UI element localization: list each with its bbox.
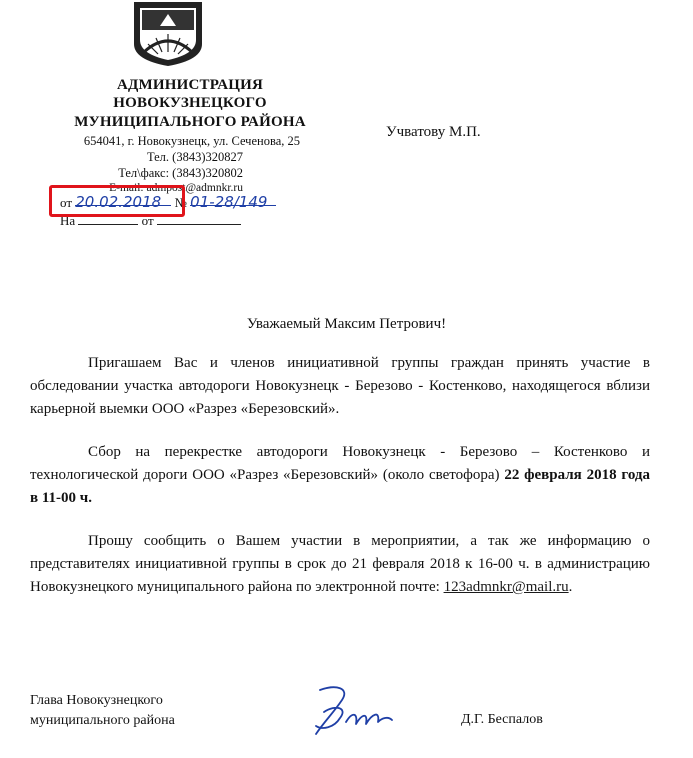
meeting-datetime: 22 февраля 2018 года в 11-00 ч.	[30, 467, 650, 506]
org-email: E-mail: admpost@admnkr.ru	[109, 182, 243, 194]
org-name-line3: МУНИЦИПАЛЬНОГО РАЙОНА	[74, 114, 306, 130]
org-address: 654041, г. Новокузнецк, ул. Сеченова, 25	[83, 134, 300, 148]
signatory-title-line1: Глава Новокузнецкого	[30, 693, 163, 708]
coat-of-arms-icon	[128, 0, 208, 66]
handwritten-number: 01-28/149	[190, 193, 276, 206]
date-highlight-box	[49, 185, 185, 217]
number-label: №	[174, 195, 187, 210]
request-text: Прошу сообщить о Вашем участии в мероприятии, а так же информацию о представителях инициативной группы в срок до 21 февраля 2018 к 16-00 ч. в администрацию Новокузнецкого муниципального района по электронной почте:	[30, 533, 650, 595]
meeting-text: Сбор на перекрестке автодороги Новокузнецк - Березово – Костенково и технологической дороги ООО «Разрез «Березовский» (около светофора)	[30, 444, 650, 483]
signatory-title-line2: муниципального района	[30, 713, 175, 728]
paragraph-request	[30, 530, 650, 599]
org-name-line2: НОВОКУЗНЕЦКОГО	[113, 95, 267, 111]
org-name-line1: АДМИНИСТРАЦИЯ	[117, 77, 263, 93]
org-phone: Тел. (3843)320827	[146, 150, 243, 164]
handwritten-date: 20.02.2018	[75, 193, 171, 206]
signatory-title	[30, 691, 175, 731]
org-fax: Тел\факс: (3843)320802	[118, 166, 243, 180]
signatory-name: Д.Г. Беспалов	[461, 712, 543, 727]
reply-label: На	[60, 213, 76, 228]
handwritten-signature	[306, 682, 406, 742]
date-label: от	[60, 195, 73, 210]
recipient-name: Учватову М.П.	[386, 124, 481, 140]
reply-date-label: от	[141, 213, 154, 228]
email-link[interactable]: 123admnkr@mail.ru	[443, 579, 569, 595]
paragraph-meeting	[30, 441, 650, 510]
salutation: Уважаемый Максим Петрович!	[246, 316, 447, 332]
request-end: .	[568, 579, 573, 595]
paragraph-invitation: Пригашаем Вас и членов инициативной группы граждан принять участие в обследовании участка автодороги Новокузнецк - Березово - Костенково, находящегося вблизи карьерной выемки ООО «Разрез «Березовский».	[30, 355, 650, 417]
